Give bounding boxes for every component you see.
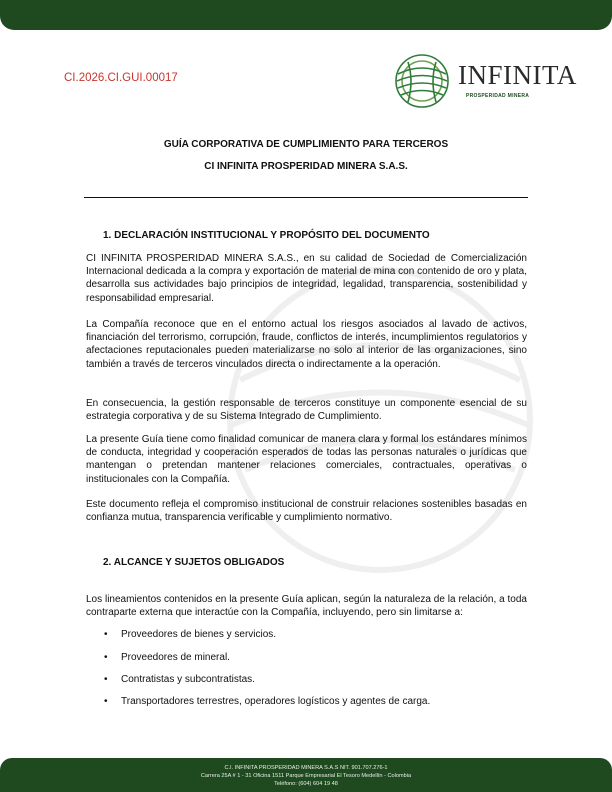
- section-1-heading: 1. DECLARACIÓN INSTITUCIONAL Y PROPÓSITO DEL DOCUMENTO: [103, 230, 430, 241]
- bullet-marker: •: [104, 696, 108, 707]
- section-2-intro: Los lineamientos contenidos en la presente Guía aplican, según la naturaleza de la relación, a toda contraparte externa que interactúe con la Compañía, incluyendo, pero sin limitarse a:: [86, 594, 527, 619]
- company-name: CI INFINITA PROSPERIDAD MINERA S.A.S.: [204, 161, 408, 172]
- list-item: Proveedores de mineral.: [121, 652, 230, 663]
- list-item: Contratistas y subcontratistas.: [121, 674, 255, 685]
- document-title: GUÍA CORPORATIVA DE CUMPLIMIENTO PARA TERCEROS: [163, 139, 449, 150]
- bullet-marker: •: [104, 629, 108, 640]
- bullet-marker: •: [104, 674, 108, 685]
- footer-address: Carrera 25A # 1 - 31 Oficina 1511 Parque Empresarial El Tesoro Medellín - Colombia: [200, 773, 412, 779]
- logo-wordmark: INFINITA: [458, 60, 577, 90]
- section-1-paragraph: En consecuencia, la gestión responsable de terceros constituye un componente esencial de su estrategia corporativa y de su Sistema Integrado de Cumplimiento.: [86, 398, 527, 423]
- title-divider: [84, 197, 528, 198]
- document-code: CI.2026.CI.GUI.00017: [64, 72, 178, 84]
- logo-subtitle: PROSPERIDAD MINERA: [466, 93, 530, 99]
- section-1-paragraph: La Compañía reconoce que en el entorno actual los riesgos asociados al lavado de activos, financiación del terrorismo, corrupción, fraude, conflictos de interés, incumplimientos regulatorios y afectaciones reputacionales pueden materializarse no solo al interior de las organizaciones, sino también a través de terceros vinculados directa o indirectamente a la operación.: [86, 319, 527, 370]
- footer-phone: Teléfono: (604) 604 19 48: [274, 781, 338, 787]
- footer-company: C.I. INFINITA PROSPERIDAD MINERA S.A.S NIT. 901.707.276-1: [224, 765, 388, 771]
- section-1-paragraph: Este documento refleja el compromiso institucional de construir relaciones sostenibles basadas en confianza mutua, transparencia verificable y cumplimiento normativo.: [86, 499, 527, 524]
- list-item: Proveedores de bienes y servicios.: [121, 629, 277, 640]
- top-header-band: [0, 0, 612, 30]
- list-item: Transportadores terrestres, operadores logísticos y agentes de carga.: [121, 696, 431, 707]
- section-1-paragraph: CI INFINITA PROSPERIDAD MINERA S.A.S., en su calidad de Sociedad de Comercialización Internacional dedicada a la compra y exportación de material de mina con contenido de oro y plata, desarrolla sus actividades bajo principios de integridad, legalidad, transparencia, sostenibilidad y responsabilidad empresarial.: [86, 253, 527, 304]
- bullet-marker: •: [104, 652, 108, 663]
- section-2-heading: 2. ALCANCE Y SUJETOS OBLIGADOS: [103, 557, 285, 568]
- section-1-paragraph: La presente Guía tiene como finalidad comunicar de manera clara y formal los estándares mínimos de conducta, integridad y cooperación esperados de todas las personas naturales o jurídicas que mantengan o pretendan mantener relaciones comerciales, contractuales, operativas o institucionales con la Compañía.: [86, 434, 527, 485]
